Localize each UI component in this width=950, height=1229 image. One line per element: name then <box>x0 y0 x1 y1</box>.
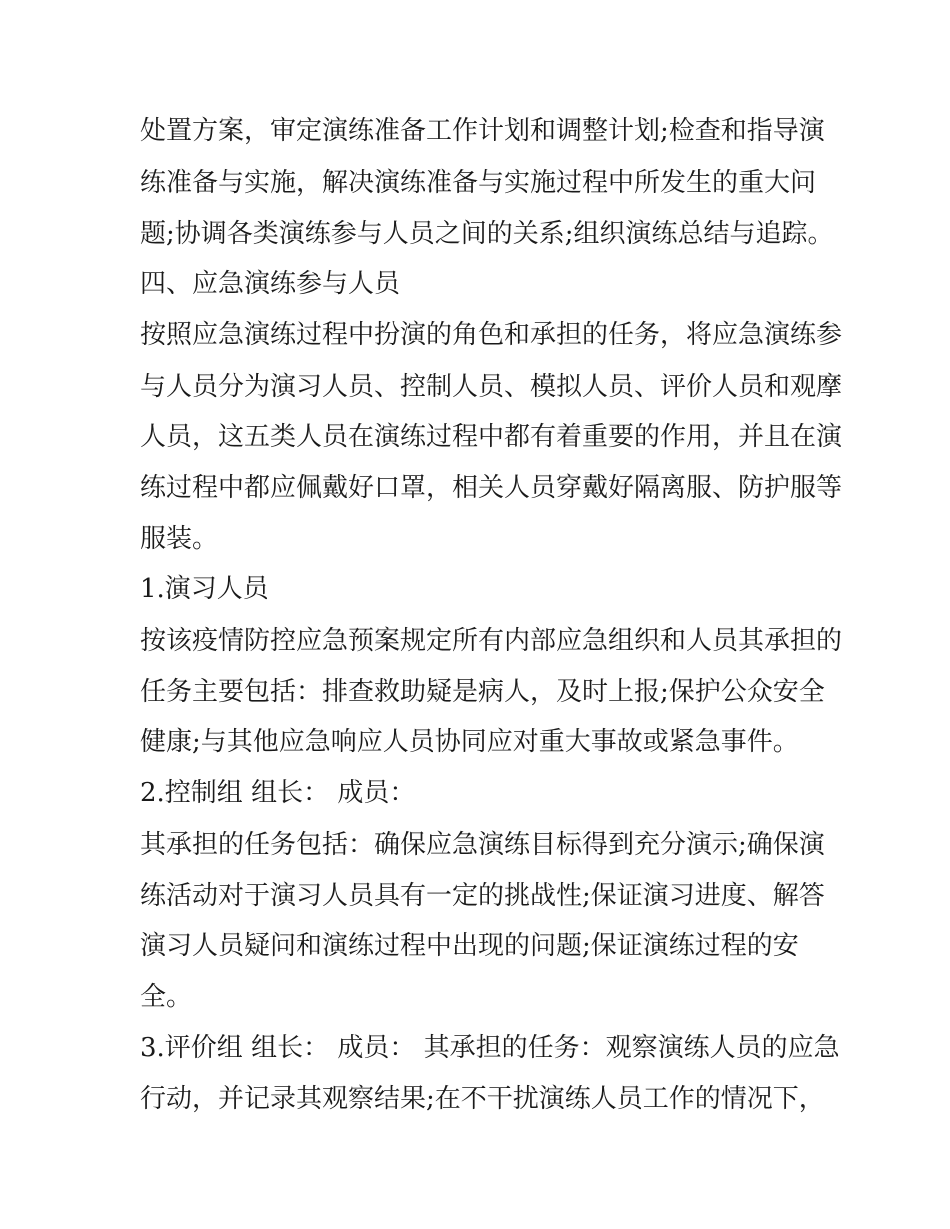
text-line: 按照应急演练过程中扮演的角色和承担的任务，将应急演练参 <box>140 320 843 350</box>
text-line: 任务主要包括：排查救助疑是病人，及时上报;保护公众安全 <box>140 677 825 707</box>
text-line: 练过程中都应佩戴好口罩，相关人员穿戴好隔离服、防护服等 <box>140 473 843 503</box>
text-line: 题;协调各类演练参与人员之间的关系;组织演练总结与追踪。 <box>140 219 834 249</box>
text-line: 健康;与其他应急响应人员协同应对重大事故或紧急事件。 <box>140 727 799 757</box>
text-line: 演习人员疑问和演练过程中出现的问题;保证演练过程的安 <box>140 931 799 961</box>
subsection-heading: 2.控制组 组长： 成员： <box>140 778 416 808</box>
text-line: 练准备与实施，解决演练准备与实施过程中所发生的重大问 <box>140 168 817 198</box>
text-line: 人员，这五类人员在演练过程中都有着重要的作用，并且在演 <box>140 422 843 452</box>
text-line: 与人员分为演习人员、控制人员、模拟人员、评价人员和观摩 <box>140 372 843 402</box>
subsection-heading: 1.演习人员 <box>140 574 269 604</box>
text-line: 服装。 <box>140 524 219 554</box>
text-line: 全。 <box>140 982 193 1012</box>
text-line: 其承担的任务包括：确保应急演练目标得到充分演示;确保演 <box>140 830 825 860</box>
text-line: 处置方案，审定演练准备工作计划和调整计划;检查和指导演 <box>140 116 825 146</box>
subsection-heading: 3.评价组 组长： 成员： 其承担的任务：观察演练人员的应急 <box>140 1033 840 1063</box>
section-heading: 四、应急演练参与人员 <box>140 269 401 299</box>
text-line: 按该疫情防控应急预案规定所有内部应急组织和人员其承担的 <box>140 626 843 656</box>
text-line: 练活动对于演习人员具有一定的挑战性;保证演习进度、解答 <box>140 881 825 911</box>
text-line: 行动，并记录其观察结果;在不干扰演练人员工作的情况下， <box>140 1084 825 1114</box>
